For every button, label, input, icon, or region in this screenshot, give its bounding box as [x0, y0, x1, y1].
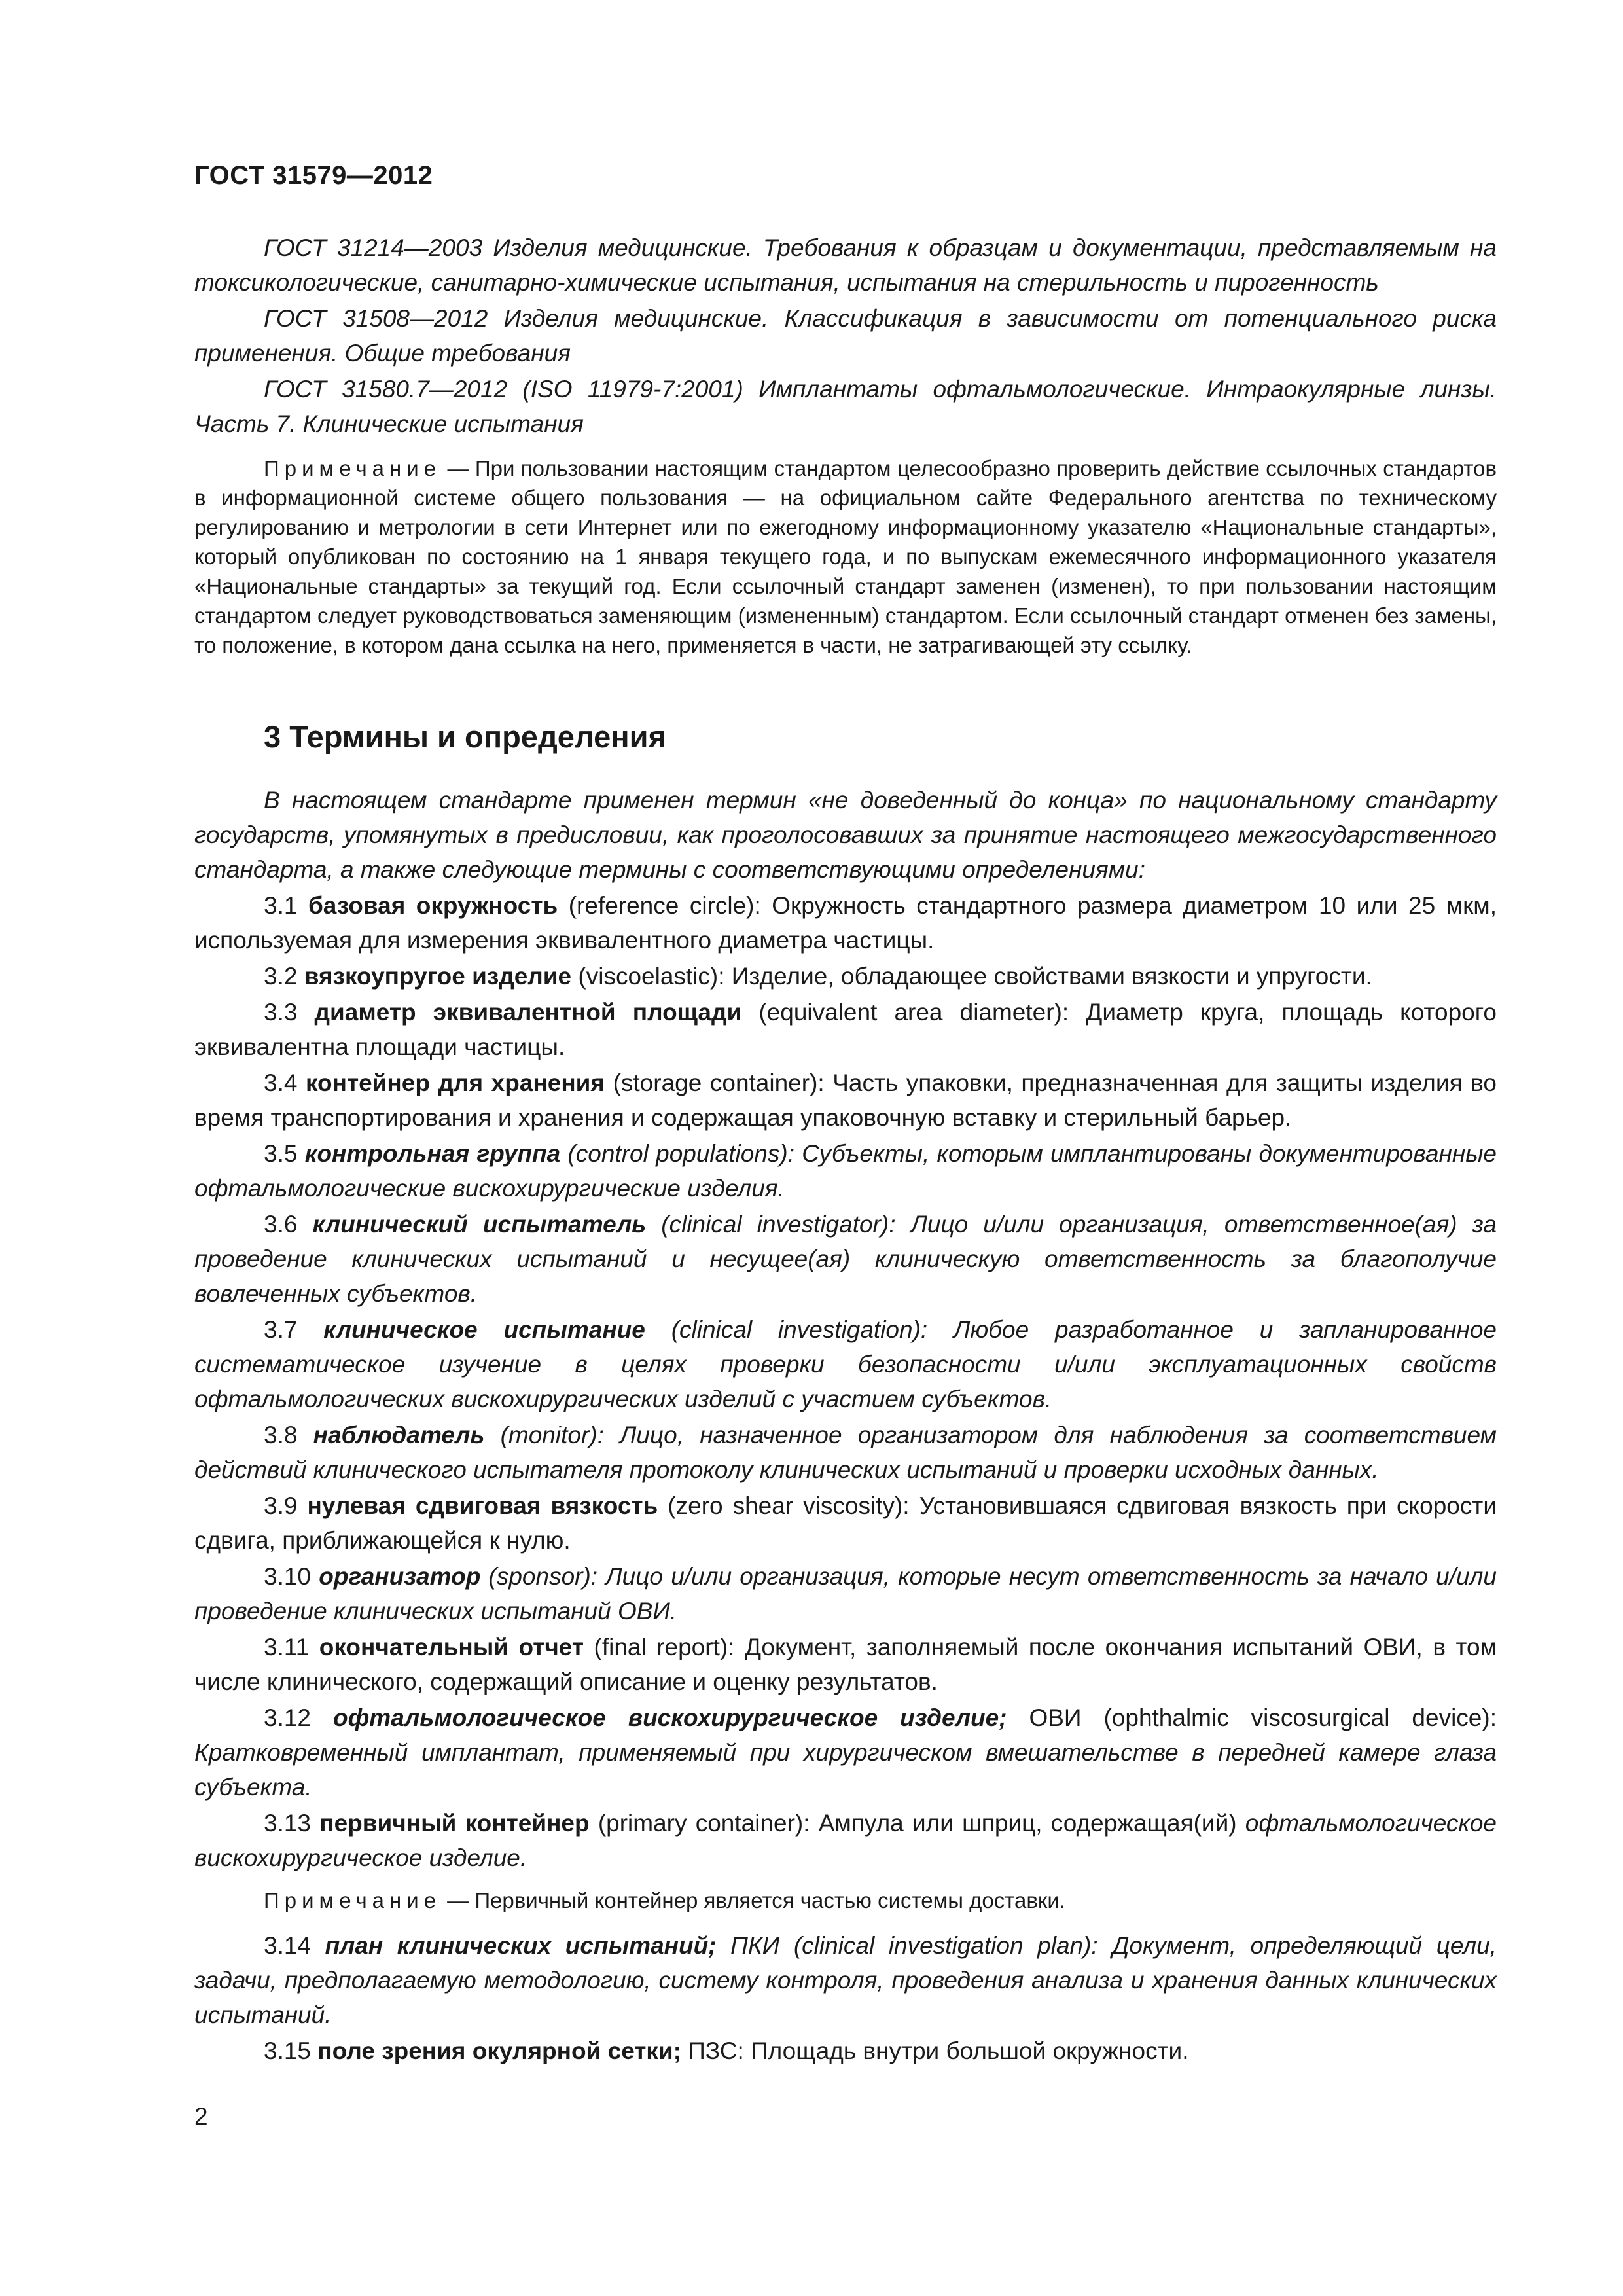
term-number: 3.5 — [264, 1140, 305, 1167]
section-intro: В настоящем стандарте применен термин «не доведенный до конца» по национальному стандарту государств, упомянутых в предисловии, как проголосовавших за принятие настоящего межгосударственного стандарта, а также следующие термины с соответствующими определениями: — [194, 787, 1497, 883]
page-number: 2 — [194, 2103, 208, 2130]
term-number: 3.9 — [264, 1492, 308, 1519]
term-definition: ПЗС: Площадь внутри большой окружности. — [681, 2037, 1189, 2064]
document-code-header: ГОСТ 31579—2012 — [194, 161, 433, 190]
term-name: первичный контейнер — [319, 1810, 590, 1837]
term-definition: ПКИ (clinical investigation plan): Документ, определяющий цели, задачи, предполагаемую методологию, систему контроля, проведения анализа и хранения данных клинических испытаний. — [194, 1932, 1497, 2028]
term-definition: (monitor): Лицо, назначенное организатором для наблюдения за соответствием действий клинического испытателя протоколу клинических испытаний и проверки исходных данных. — [194, 1422, 1497, 1483]
term-name: поле зрения окулярной сетки; — [317, 2037, 681, 2064]
reference-item: ГОСТ 31508—2012 Изделия медицинские. Классификация в зависимости от потенциального риска применения. Общие требования — [194, 305, 1497, 367]
term-number: 3.3 — [264, 999, 315, 1026]
section-heading: 3 Термины и определения — [264, 719, 666, 754]
terms-list — [194, 783, 1497, 2070]
term-number: 3.15 — [264, 2037, 318, 2064]
term-entry — [194, 1700, 1497, 1804]
term-entry — [194, 1630, 1497, 1699]
term-number: 3.12 — [264, 1704, 333, 1731]
term-number: 3.14 — [264, 1932, 325, 1959]
term-number: 3.10 — [264, 1563, 319, 1590]
term-definition: (viscoelastic): Изделие, обладающее свойствами вязкости и упругости. — [571, 963, 1372, 990]
term-name: контрольная группа — [304, 1140, 561, 1167]
term-number: 3.11 — [264, 1634, 319, 1660]
term-number: 3.4 — [264, 1069, 306, 1096]
term-abbrev: ОВИ (ophthalmic viscosurgical device): — [1007, 1704, 1497, 1731]
term-number: 3.6 — [264, 1211, 313, 1238]
term-entry — [194, 1559, 1497, 1628]
note-paragraph — [194, 454, 1497, 660]
term-name: окончательный отчет — [319, 1634, 584, 1660]
term-definition: (reference circle): Окружность стандартного размера диаметром 10 или 25 мкм, используемая для измерения эквивалентного диаметра частицы. — [194, 892, 1497, 954]
term-name: организатор — [319, 1563, 481, 1590]
term-entry — [194, 1207, 1497, 1311]
term-number: 3.13 — [264, 1810, 320, 1837]
term-name: наблюдатель — [313, 1422, 485, 1448]
term-definition: (clinical investigator): Лицо и/или организация, ответственное(ая) за проведение клинических испытаний и несущее(ая) клиническую ответственность за благополучие вовлеченных субъектов. — [194, 1211, 1497, 1307]
term-definition: (control populations): Субъекты, которым имплантированы документированные офтальмологические вискохирургические изделия. — [194, 1140, 1497, 1202]
term-entry — [194, 1488, 1497, 1558]
term-name: базовая окружность — [308, 892, 558, 919]
term-number: 3.7 — [264, 1316, 324, 1343]
term-definition: (clinical investigation): Любое разработанное и запланированное систематическое изучение в целях проверки безопасности и/или эксплуатационных свойств офтальмологических вискохирургических изделий с участием субъектов. — [194, 1316, 1497, 1412]
normative-references-list — [194, 230, 1497, 442]
reference-item: ГОСТ 31580.7—2012 (ISO 11979-7:2001) Имплантаты офтальмологические. Интраокулярные линзы. Часть 7. Клинические испытания — [194, 376, 1497, 437]
term-name: диаметр эквивалентной площади — [314, 999, 742, 1026]
note-text: — Первичный контейнер является частью системы доставки. — [441, 1888, 1065, 1912]
term-name: клиническое испытание — [323, 1316, 645, 1343]
term-entry — [194, 959, 1497, 994]
term-definition: (equivalent area diameter): Диаметр круга, площадь которого эквивалентна площади частицы. — [194, 999, 1497, 1060]
term-entry — [194, 995, 1497, 1064]
term-entry — [194, 1418, 1497, 1487]
term-number: 3.1 — [264, 892, 308, 919]
term-name: офтальмологическое вискохирургическое изделие; — [332, 1704, 1007, 1731]
term-entry — [194, 1928, 1497, 2032]
term-name: нулевая сдвиговая вязкость — [307, 1492, 658, 1519]
term-name: контейнер для хранения — [306, 1069, 605, 1096]
term-entry — [194, 1066, 1497, 1135]
note-text: — При пользовании настоящим стандартом целесообразно проверить действие ссылочных стандартов в информационной системе общего пользования — на официальном сайте Федерального агентства по техническому регулированию и метрологии в сети Интернет или по ежегодному информационному указателю «Национальные стандарты», который опубликован по состоянию на 1 января текущего года, и по выпускам ежемесячного информационного указателя «Национальные стандарты» за текущий год. Если ссылочный стандарт заменен (изменен), то при пользовании настоящим стандартом следует руководствоваться заменяющим (измененным) стандартом. Если ссылочный стандарт отменен без замены, то положение, в котором дана ссылка на него, применяется в части, не затрагивающей эту ссылку. — [194, 456, 1497, 657]
term-entry — [194, 1136, 1497, 1206]
term-number: 3.2 — [264, 963, 304, 990]
term-entry — [194, 2034, 1497, 2068]
note-paragraph — [194, 1886, 1497, 1915]
term-name: вязкоупругое изделие — [304, 963, 572, 990]
term-definition: (final report): Документ, заполняемый после окончания испытаний ОВИ, в том числе клинического, содержащий описание и оценку результатов. — [194, 1634, 1497, 1695]
term-number: 3.8 — [264, 1422, 313, 1448]
term-entry — [194, 888, 1497, 958]
term-name: клинический испытатель — [312, 1211, 647, 1238]
note-label: Примечание — [264, 1888, 442, 1912]
term-entry — [194, 1806, 1497, 1875]
reference-item: ГОСТ 31214—2003 Изделия медицинские. Требования к образцам и документации, представляемым на токсикологические, санитарно-химические испытания, испытания на стерильность и пирогенность — [194, 234, 1497, 296]
term-definition: (primary container): Ампула или шприц, содержащая(ий) — [589, 1810, 1245, 1837]
term-definition: (sponsor): Лицо и/или организация, которые несут ответственность за начало и/или проведение клинических испытаний ОВИ. — [194, 1563, 1497, 1624]
term-entry — [194, 1312, 1497, 1416]
term-definition: (storage container): Часть упаковки, предназначенная для защиты изделия во время транспортирования и хранения и содержащая упаковочную вставку и стерильный барьер. — [194, 1069, 1497, 1131]
term-definition: Кратковременный имплантат, применяемый при хирургическом вмешательстве в передней камере глаза субъекта. — [194, 1739, 1497, 1801]
term-name: план клинических испытаний; — [325, 1932, 717, 1959]
term-definition-italic: офтальмологическое вискохирургическое изделие. — [194, 1810, 1497, 1871]
term-definition: (zero shear viscosity): Установившаяся сдвиговая вязкость при скорости сдвига, приближающейся к нулю. — [194, 1492, 1497, 1554]
note-label: Примечание — [264, 456, 442, 480]
